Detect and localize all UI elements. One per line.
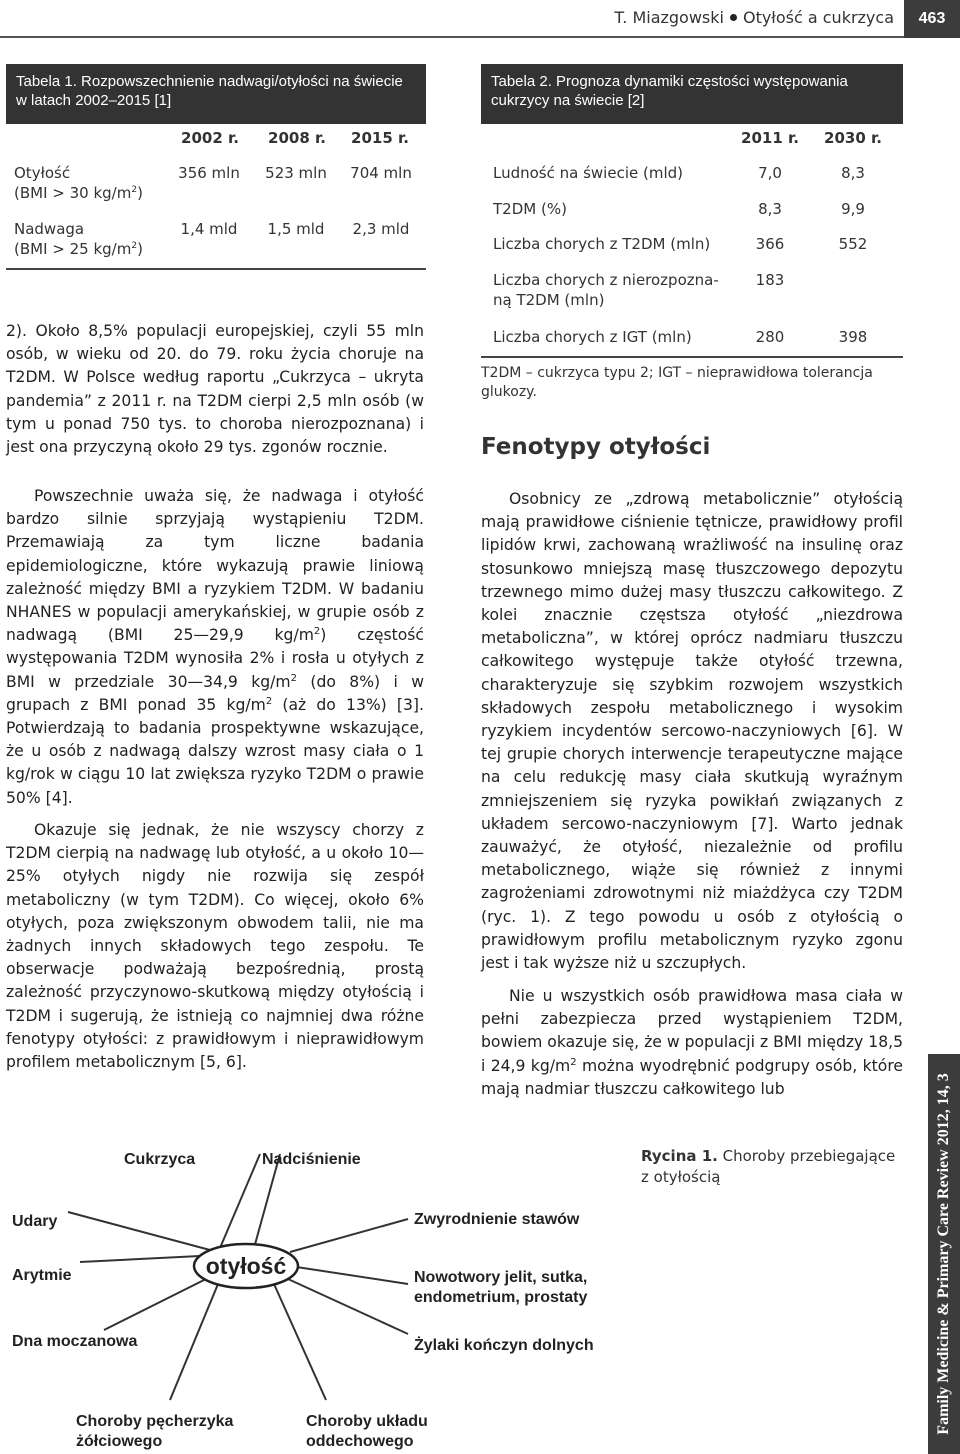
figure-caption (641, 1146, 901, 1188)
table1-row-label (14, 163, 143, 203)
label-zwyrodnienie-stawow: Zwyrodnienie stawów (414, 1211, 580, 1228)
connector-line (288, 1279, 408, 1334)
table-cell: 8,3 (758, 200, 782, 218)
table1-row-label-line: Otyłość (14, 164, 71, 182)
table2-row-label (493, 270, 719, 310)
label-uklad-oddechowy-line1: Choroby układu (306, 1413, 428, 1430)
table2-row-label: Liczba chorych z IGT (mln) (493, 328, 692, 346)
table-cell: 280 (755, 328, 785, 346)
connector-line (170, 1284, 218, 1400)
label-udary: Udary (12, 1213, 58, 1230)
page-number: 463 (904, 0, 960, 38)
table1-col-2015: 2015 r. (351, 129, 409, 147)
table2-row-label: T2DM (%) (493, 200, 567, 218)
body-text: (do 8%) i w grupach z BMI ponad 35 kg/m (6, 672, 424, 714)
body-paragraph: Okazuje się jednak, że nie wszyscy chorzy z T2DM cierpią na nadwagę lub otyłość, a u około 10—25% otyłych nigdy nie rozwija się zespół metaboliczny (w tym T2DM). Co więcej, około 6% otyłych, poza zwiększonym obwodem talii, nie ma żadnych innych składowych tego zespołu. Te obserwacje podważają bezpośrednią, prostą zależność przyczynowo-skutkową między otyłością i T2DM i sugerują, że istnieją co najmniej dwa różne fenotypy otyłości: z prawidłowym i nieprawidłowym profilem metabolicznym [5, 6]. (6, 821, 424, 1072)
connector-line (68, 1212, 210, 1250)
superscript: 2 (290, 672, 297, 684)
table2-row-label-line: Liczba chorych z nierozpozna- (493, 271, 719, 289)
superscript: 2 (313, 626, 321, 638)
body-text: ) częstość występowania T2DM wynosiła 2% i rosła u otyłych z BMI w przedziale 30—34,9 kg/m (6, 626, 424, 691)
table-cell: 366 (755, 235, 785, 253)
label-nowotwory-line2: endometrium, prostaty (414, 1289, 588, 1306)
label-cukrzyca: Cukrzyca (124, 1151, 196, 1168)
table-cell: 704 mln (350, 164, 412, 182)
table2-row-label: Liczba chorych z T2DM (mln) (493, 235, 711, 253)
table-cell: 356 mln (178, 164, 240, 182)
figure-caption-label: Rycina 1. (641, 1147, 718, 1165)
body-paragraph: Osobnicy ze „zdrową metabolicznie” otyłością mają prawidłowe ciśnienie tętnicze, prawidłowy profil lipidów krwi, zachowaną wrażliwość na insulinę oraz stosunkowo mniejszą masę tłuszczowego depozytu trzewnego mimo dużej masy tłuszczu całkowitego. Z kolei znacznie częstsza otyłość „niezdrowa metaboliczna”, w której oprócz nadmiaru tłuszczu całkowitego występuje także otyłość trzewna, charakteryzuje się szybkim rozwojem wszystkich składowych zespołu metabolicznego i wysokim ryzykiem incydentów sercowo-naczyniowych [6]. W tej grupie chorych interwencje terapeutyczne mające na celu redukcję masy ciała skutkują wyraźnym zmniejszeniem się ryzyka powikłań związanych z układem sercowo-naczyniowym [7]. Warto jednak zauważyć, że otyłość, niezależnie od profilu metabolicznego, wiąże się również z innymi zagrożeniami zdrowotnymi niż miażdżyca czy T2DM (ryc. 1). Z tego powodu u osób z otyłością o prawidłowym profilu metabolicznym ryzyko zgonu jest i tak wyższe niż u szczupłych. (481, 490, 903, 973)
label-pecherzyk-line2: żółciowego (76, 1433, 163, 1450)
table-cell: 398 (838, 328, 868, 346)
table2-row-label-line: ną T2DM (mln) (493, 291, 605, 309)
superscript: 2 (570, 1056, 577, 1068)
table-cell: 8,3 (841, 164, 865, 182)
table1-row-label-sup: 2 (131, 185, 138, 195)
label-arytmie: Arytmie (12, 1267, 72, 1284)
connector-line (274, 1284, 326, 1400)
section-heading: Fenotypy otyłości (481, 434, 711, 460)
connector-line (254, 1154, 280, 1248)
table1-col-2008: 2008 r. (268, 129, 326, 147)
table1-row-label-line: Nadwaga (14, 220, 85, 238)
running-head-title: Otyłość a cukrzyca (742, 8, 894, 27)
superscript: 2 (265, 695, 273, 707)
bullet-icon (730, 14, 737, 21)
table-cell: 183 (755, 271, 785, 289)
connector-line (290, 1266, 408, 1284)
table2-caption: Tabela 2. Prognoza dynamiki częstości występowania cukrzycy na świecie [2] (481, 64, 903, 124)
table1-row-label-sup: 2 (131, 241, 138, 251)
connector-line (290, 1219, 408, 1252)
body-paragraph: 2). Około 8,5% populacji europejskiej, czyli 55 mln osób, w wieku od 20. do 79. roku życia choruje na T2DM. W Polsce według raportu „Cukrzyca – ukryta pandemia” z 2011 r. na T2DM cierpi 2,5 mln osób (w tym u ponad 750 tys. to choroba nierozpoznana) i jest ona przyczyną około 29 tys. zgonów rocznie. (6, 322, 424, 457)
table2-col-2011: 2011 r. (741, 129, 799, 147)
table1-row-label-text: ) (137, 184, 143, 202)
obesity-diseases-diagram (4, 1134, 614, 1452)
figure-caption-text: Choroby przebiegające z otyłością (641, 1147, 896, 1186)
table-cell: 1,4 mld (180, 220, 238, 238)
table1-row-label-text: (BMI > 25 kg/m (14, 240, 132, 258)
label-nowotwory-line1: Nowotwory jelit, sutka, (414, 1269, 588, 1286)
connector-line (220, 1154, 260, 1248)
table1-row-label (14, 219, 143, 259)
table-cell: 9,9 (841, 200, 865, 218)
journal-citation: Family Medicine & Primary Care Review 2012, 14, 3 (935, 1073, 952, 1435)
table-cell: 1,5 mld (267, 220, 325, 238)
label-nadcisnienie: Nadciśnienie (262, 1151, 361, 1168)
connector-line (80, 1256, 200, 1262)
table1-col-2002: 2002 r. (181, 129, 239, 147)
label-zylaki: Żylaki kończyn dolnych (414, 1337, 594, 1354)
table-cell: 552 (838, 235, 868, 253)
table-cell: 523 mln (265, 164, 327, 182)
body-text: Nie u wszystkich osób prawidłowa masa ciała w pełni zabezpiecza przed wystąpieniem T2DM, bowiem okazuje się, że w populacji z BMI między 18,5 i 24,9 kg/m (481, 987, 903, 1075)
table2-col-2030: 2030 r. (824, 129, 882, 147)
table-cell: 2,3 mld (352, 220, 410, 238)
body-paragraph (6, 485, 424, 810)
table2-footnote: T2DM – cukrzyca typu 2; IGT – nieprawidłowa tolerancja glukozy. (481, 365, 873, 400)
table1-row-label-text: (BMI > 30 kg/m (14, 184, 132, 202)
table2-bottom-rule (481, 356, 903, 358)
table2-row-label: Ludność na świecie (mld) (493, 164, 683, 182)
body-text: Powszechnie uważa się, że nadwaga i otyłość bardzo silnie sprzyjają wystąpieniu T2DM. Przemawiają za tym liczne badania epidemiologiczne, które wykazują prawie liniową zależność między BMI a ryzykiem T2DM. W badaniu NHANES w populacji amerykańskiej, w grupie osób z nadwagą (BMI 25—29,9 kg/m (6, 487, 424, 645)
body-text: (aż do 13%) [3]. Potwierdzają to badania prospektywne wskazujące, że u osób z nadwagą dalszy wzrost masy ciała o 1 kg/rok w ciągu 10 lat zwiększa ryzyko T2DM o prawie 50% [4]. (6, 695, 424, 807)
running-head (614, 8, 894, 27)
running-head-authors: T. Miazgowski (614, 8, 724, 27)
body-paragraph (481, 985, 903, 1101)
table1-row-label-text: ) (137, 240, 143, 258)
label-uklad-oddechowy-line2: oddechowego (306, 1433, 414, 1450)
label-pecherzyk-line1: Choroby pęcherzyka (76, 1413, 234, 1430)
body-text: można wyodrębnić podgrupy osób, które mają nadmiar tłuszczu całkowitego lub (481, 1056, 903, 1098)
journal-side-band (928, 1054, 960, 1454)
label-dna-moczanowa: Dna moczanowa (12, 1333, 138, 1350)
page-header (0, 0, 960, 42)
header-rule (0, 36, 904, 38)
table1-row-label-line (14, 239, 143, 259)
table1-bottom-rule (6, 268, 426, 270)
table-cell: 7,0 (758, 164, 782, 182)
table1-row-label-line (14, 183, 143, 203)
center-label: otyłość (205, 1253, 287, 1279)
table1-caption: Tabela 1. Rozpowszechnienie nadwagi/otyłości na świecie w latach 2002–2015 [1] (6, 64, 426, 124)
connector-line (104, 1278, 208, 1330)
